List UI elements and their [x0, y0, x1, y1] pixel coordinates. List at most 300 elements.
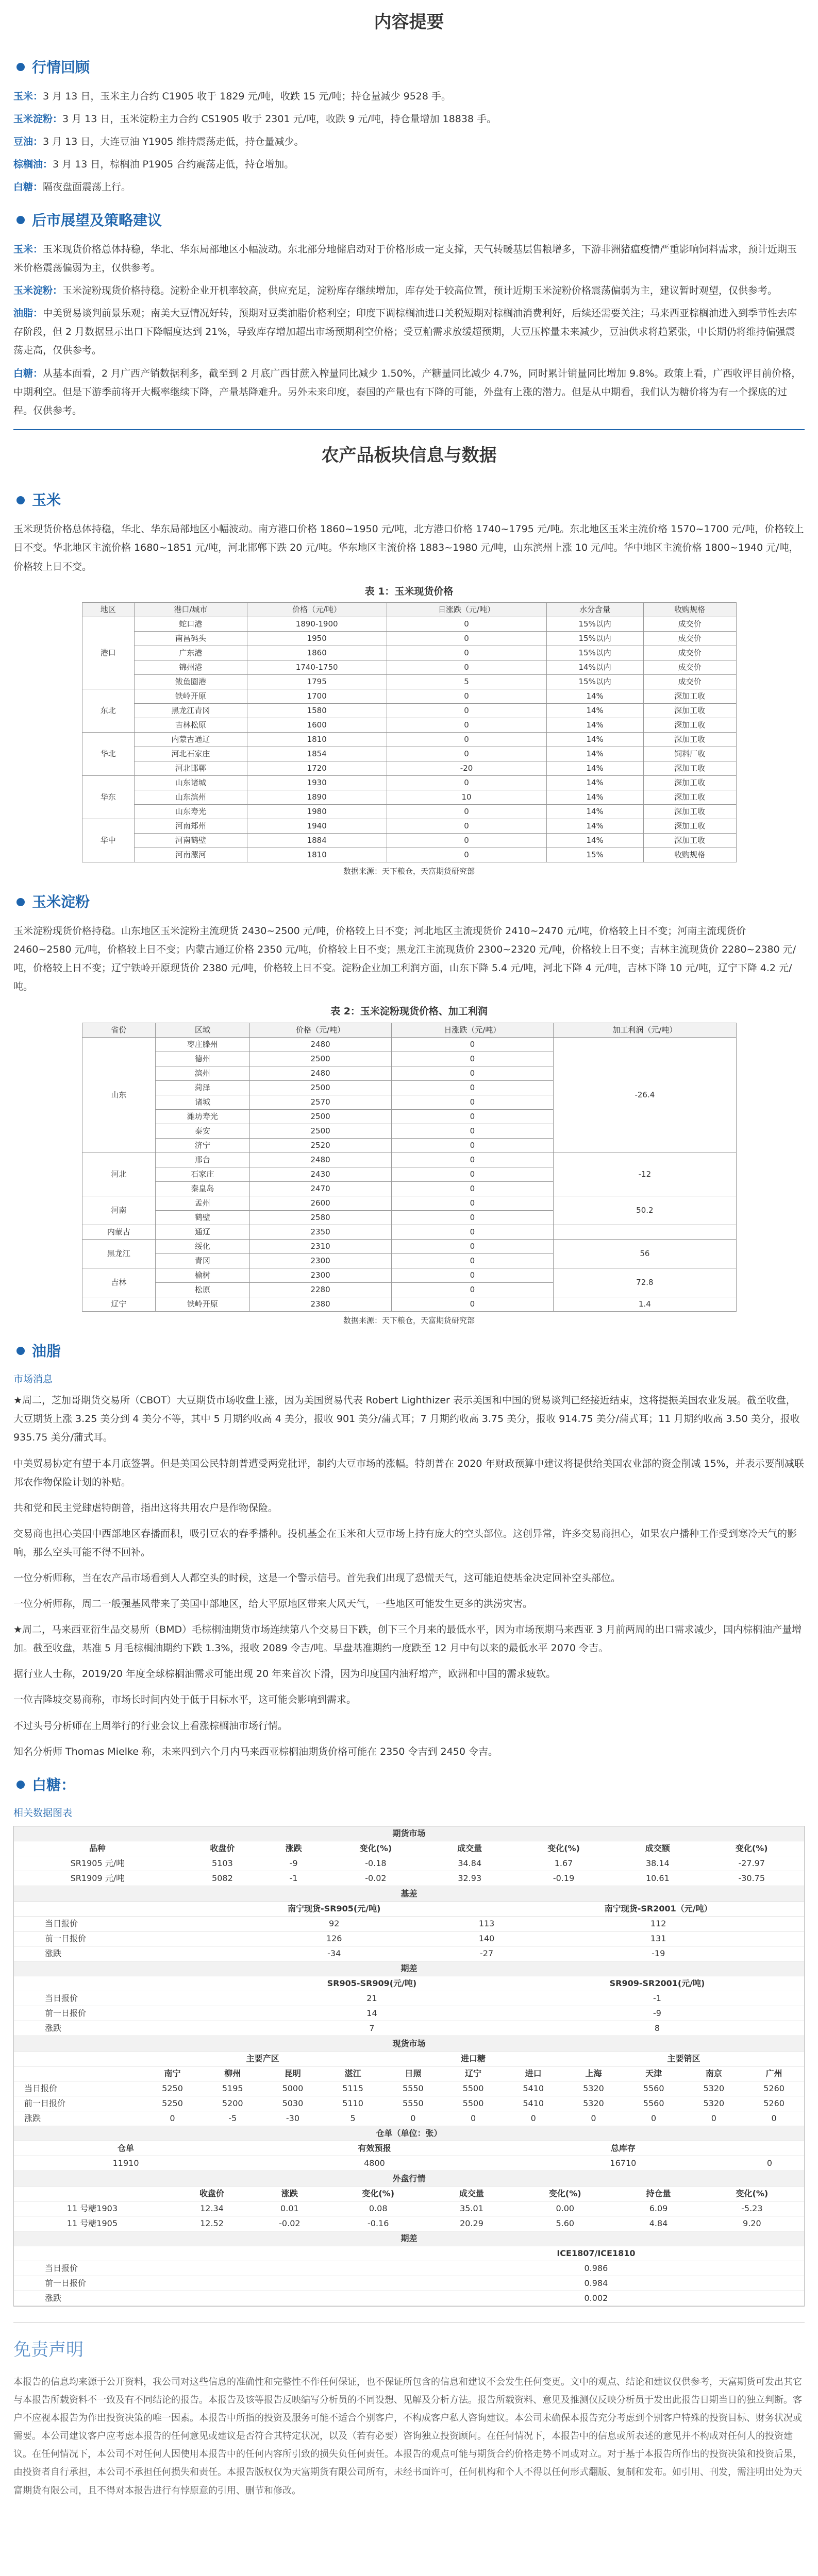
oils-paragraph: 一位吉隆坡交易商称，市场长时间内处于低于目标水平，这可能会影响到需求。 — [13, 1694, 357, 1706]
bullet-dot-icon — [16, 1347, 25, 1355]
spot-row-label: 前一日报价 — [14, 2096, 142, 2111]
spot-cell: 5560 — [624, 2096, 684, 2111]
futures-cell: 5103 — [181, 1856, 264, 1871]
outlook-item — [13, 240, 805, 277]
corn-col-header: 收购规格 — [643, 602, 736, 617]
corn-cell: 14% — [546, 833, 643, 848]
corn-cell: 内蒙古通辽 — [135, 732, 247, 747]
foreign-cell: 12.52 — [171, 2216, 253, 2231]
corn-cell: 河南鹤壁 — [135, 833, 247, 848]
starch-cell: 泰安 — [156, 1124, 249, 1138]
basis-header: 基差 — [14, 1886, 804, 1901]
corn-cell: 14% — [546, 689, 643, 703]
starch-cell: 2310 — [249, 1239, 391, 1253]
starch-col-header: 日涨跌（元/吨） — [391, 1023, 554, 1037]
corn-region-cell: 华中 — [82, 819, 135, 862]
corn-cell: 成交价 — [643, 631, 736, 646]
review-item-label: 玉米： — [13, 90, 43, 102]
foreign-cell: 5.60 — [513, 2216, 617, 2231]
starch-province-cell: 内蒙古 — [82, 1225, 156, 1239]
corn-cell: 15% — [546, 848, 643, 862]
corn-cell: 饲料厂收 — [643, 747, 736, 761]
corn-cell: 1810 — [247, 848, 387, 862]
starch-cell: 0 — [391, 1138, 554, 1153]
futures-table — [14, 1826, 804, 1887]
spread-col2: SR909-SR2001(元/吨) — [510, 1976, 804, 1991]
corn-cell: 14% — [546, 747, 643, 761]
corn-cell: 0 — [387, 732, 546, 747]
table-row — [82, 833, 736, 848]
starch-cell: 孟州 — [156, 1196, 249, 1210]
corn-cell: 1580 — [247, 703, 387, 718]
basis-cell: 92 — [208, 1916, 461, 1931]
corn-cell: 5 — [387, 674, 546, 689]
table-row — [82, 703, 736, 718]
starch-cell: 2600 — [249, 1196, 391, 1210]
spot-cell: 5320 — [684, 2081, 744, 2096]
corn-cell: 14% — [546, 804, 643, 819]
outlook-item-text: 中美贸易谈判前景乐观；南美大豆情况好转，预期对豆类油脂价格利空；印度下调棕榈油进口关税短期对棕榈油消费利好，后续还需要关注；马来西亚棕榈油进入到季节性去库存阶段，但 2 月数据显示出口下降幅度达到 21%，导致库存增加超出市场预期利空价格；受豆粕需求放缓超预期，大豆压榨量未来减少，豆油供求将趋紧张，中长期仍将维持偏强震荡走高，仅供参考。 — [13, 308, 797, 357]
ratio-row-label: 涨跌 — [14, 2291, 388, 2306]
spot-row-label: 当日报价 — [14, 2081, 142, 2096]
starch-cell: 2300 — [249, 1268, 391, 1282]
basis-cell: 112 — [512, 1916, 804, 1931]
starch-province-cell: 河北 — [82, 1153, 156, 1196]
foreign-cell: 0.00 — [513, 2201, 617, 2216]
spot-cell: 5250 — [142, 2096, 203, 2111]
futures-cell: -0.02 — [323, 1871, 428, 1886]
bullet-dot-icon — [16, 216, 25, 224]
spot-corner-cell — [14, 2066, 142, 2081]
ratio-row-label: 前一日报价 — [14, 2276, 388, 2291]
market-news-label: 市场消息 — [13, 1373, 53, 1385]
foreign-cell: 35.01 — [430, 2201, 513, 2216]
foreign-header-row — [14, 2186, 804, 2201]
futures-col-header: 品种 — [14, 1841, 181, 1856]
corn-region-cell: 华东 — [82, 775, 135, 819]
table-row — [82, 790, 736, 804]
futures-col-header: 变化(%) — [511, 1841, 616, 1856]
starch-table-wrap — [82, 1003, 737, 1327]
warehouse-col2: 有效预报 — [238, 2141, 511, 2156]
spread-row-label: 涨跌 — [14, 2021, 233, 2036]
futures-cell: -1 — [264, 1871, 323, 1886]
corn-cell: 鲅鱼圈港 — [135, 674, 247, 689]
spot-table — [14, 2036, 804, 2126]
oils-paragraph: 一位分析师称，周二一般强基风带来了美国中部地区，给大平原地区带来大风天气，一些地区可能发生更多的洪涝灾害。 — [13, 1598, 533, 1610]
foreign-table — [14, 2171, 804, 2231]
table-row — [14, 2276, 804, 2291]
bullet-dot-icon — [16, 63, 25, 71]
starch-cell: 0 — [391, 1196, 554, 1210]
corn-cell: 1930 — [247, 775, 387, 790]
basis-row-label: 涨跌 — [14, 1946, 208, 1961]
table-row — [82, 761, 736, 775]
starch-cell: 2580 — [249, 1210, 391, 1225]
spot-cell: 0 — [684, 2111, 744, 2126]
basis-cell: -34 — [208, 1946, 461, 1961]
spread-row-label: 前一日报价 — [14, 2006, 233, 2021]
foreign-cell: 0.01 — [253, 2201, 326, 2216]
spot-cell: 5500 — [443, 2096, 504, 2111]
starch-cell: 0 — [391, 1282, 554, 1297]
starch-cell: 0 — [391, 1181, 554, 1196]
corn-region-cell: 港口 — [82, 617, 135, 689]
spot-cell: 0 — [443, 2111, 504, 2126]
corn-region-cell: 东北 — [82, 689, 135, 732]
corn-cell: 14% — [546, 718, 643, 732]
corn-cell: 10 — [387, 790, 546, 804]
review-item — [13, 155, 805, 174]
corn-heading — [16, 487, 805, 513]
starch-col-header: 省份 — [82, 1023, 156, 1037]
ratio-col: ICE1807/ICE1810 — [388, 2246, 804, 2261]
starch-cell: 2430 — [249, 1167, 391, 1181]
corn-cell: 15%以内 — [546, 617, 643, 631]
basis-cell: 131 — [512, 1931, 804, 1946]
corn-cell: 深加工收 — [643, 703, 736, 718]
table-row — [14, 1991, 804, 2006]
outlook-item — [13, 281, 805, 300]
table-row — [82, 631, 736, 646]
spread-cell: 14 — [233, 2006, 510, 2021]
review-item-label: 白糖： — [13, 181, 43, 193]
starch-cell: 0 — [391, 1037, 554, 1052]
oils-paragraph: ★周二，芝加哥期货交易所（CBOT）大豆期货市场收盘上涨，因为美国贸易代表 Robert Lighthizer 表示美国和中国的贸易谈判已经接近结束，这将提振美国农业发展。截至收盘，大豆期货上涨 3.25 美分到 4 美分不等，其中 5 月期约收高 4 美分，报收 901 美分/蒲式耳；7 月期约收高 3.75 美分，报收 914.75 美分/蒲式耳；11 月期约收高 3.50 美分，报收 935.75 美分/蒲式耳。 — [13, 1395, 800, 1444]
starch-cell: 青冈 — [156, 1253, 249, 1268]
basis-col1: 南宁现货-SR905(元/吨) — [208, 1901, 461, 1916]
corn-cell: 锦州港 — [135, 660, 247, 674]
corn-cell: 14% — [546, 703, 643, 718]
futures-cell: 32.93 — [428, 1871, 511, 1886]
ratio-table — [14, 2231, 804, 2307]
basis-row-label: 前一日报价 — [14, 1931, 208, 1946]
warehouse-header: 仓单（单位：张） — [14, 2126, 804, 2141]
review-item-text: 3 月 13 日，玉米主力合约 C1905 收于 1829 元/吨，收跌 15 元/吨；持仓量减少 9528 手。 — [43, 90, 452, 102]
foreign-cell: 0.08 — [326, 2201, 430, 2216]
spot-cell: 0 — [503, 2111, 563, 2126]
spot-city-header: 进口 — [503, 2066, 563, 2081]
corn-cell: 1795 — [247, 674, 387, 689]
table-row — [14, 2096, 804, 2111]
sugar-heading-text: 白糖： — [32, 1776, 76, 1793]
spot-cell: 5260 — [744, 2081, 804, 2096]
futures-col-header: 变化(%) — [699, 1841, 805, 1856]
spot-cell: 5260 — [744, 2096, 804, 2111]
disclaimer-title: 免责声明 — [13, 2340, 84, 2361]
sugar-heading — [16, 1772, 805, 1798]
starch-cell: 枣庄滕州 — [156, 1037, 249, 1052]
spot-cell: 5320 — [684, 2096, 744, 2111]
table-row — [14, 1856, 804, 1871]
corn-cell: 黑龙江青冈 — [135, 703, 247, 718]
oils-paragraphs — [13, 1391, 805, 1761]
table-row — [14, 1871, 804, 1886]
basis-cell: 140 — [461, 1931, 513, 1946]
foreign-col-header — [14, 2186, 171, 2201]
corn-cell: 15%以内 — [546, 674, 643, 689]
starch-cell: 0 — [391, 1297, 554, 1311]
table-row — [82, 718, 736, 732]
corn-cell: 14% — [546, 819, 643, 833]
basis-cell: -27 — [461, 1946, 513, 1961]
corn-cell: 深加工收 — [643, 833, 736, 848]
market-review-heading — [16, 55, 805, 80]
spot-city-header: 南宁 — [142, 2066, 203, 2081]
starch-cell: 济宁 — [156, 1138, 249, 1153]
starch-heading — [16, 889, 805, 914]
corn-cell: 深加工收 — [643, 804, 736, 819]
corn-cell: 成交价 — [643, 660, 736, 674]
starch-table-title: 表 2：玉米淀粉现货价格、加工利润 — [330, 1006, 488, 1018]
starch-cell: 秦皇岛 — [156, 1181, 249, 1196]
spot-cell: -30 — [263, 2111, 323, 2126]
foreign-col-header: 变化(%) — [513, 2186, 617, 2201]
table-row — [14, 1916, 804, 1931]
spread-cell: 7 — [233, 2021, 510, 2036]
futures-header-row — [14, 1841, 804, 1856]
starch-cell: 松原 — [156, 1282, 249, 1297]
outlook-item-text: 从基本面看，2 月广西产销数据利多，截至到 2 月底广西甘蔗入榨量同比减少 1.50%，产糖量同比减少 4.7%，同时累计销量同比增加 9.8%。政策上看，广西收评目前价格，中期利空。但是下游季前将开大概率继续下降，产量基降难升。另外未来印度，泰国的产量也有下降的可能，外盘有上涨的潜力。但是从中期看，我们认为糖价将为有一个探底的过程。仅供参考。 — [13, 367, 802, 416]
foreign-col-header: 持仓量 — [617, 2186, 699, 2201]
corn-cell: 河北邯郸 — [135, 761, 247, 775]
starch-cell: 2480 — [249, 1037, 391, 1052]
corn-cell: 成交价 — [643, 617, 736, 631]
starch-cell: 0 — [391, 1239, 554, 1253]
spread-header: 期差 — [14, 1961, 804, 1976]
spot-city-header: 湛江 — [323, 2066, 383, 2081]
spot-city-header: 昆明 — [263, 2066, 323, 2081]
spot-cell: 5110 — [323, 2096, 383, 2111]
starch-cell: 0 — [391, 1124, 554, 1138]
corn-cell: 15%以内 — [546, 631, 643, 646]
corn-cell: 0 — [387, 689, 546, 703]
starch-cell: 0 — [391, 1066, 554, 1080]
spot-header: 现货市场 — [14, 2036, 804, 2051]
spot-cell: 5320 — [563, 2081, 624, 2096]
corn-cell: 成交价 — [643, 646, 736, 660]
outlook-item — [13, 304, 805, 360]
starch-cell: 绥化 — [156, 1239, 249, 1253]
corn-col-header: 日涨跌（元/吨） — [387, 602, 546, 617]
outlook-item-label: 白糖： — [13, 367, 43, 379]
futures-cell: 5082 — [181, 1871, 264, 1886]
corn-cell: 铁岭开原 — [135, 689, 247, 703]
spot-city-header: 辽宁 — [443, 2066, 504, 2081]
table-row — [82, 732, 736, 747]
oils-paragraph: 据行业人士称，2019/20 年度全球棕榈油需求可能出现 20 年来首次下滑，因为印度国内油籽增产，欧洲和中国的需求疲软。 — [13, 1668, 556, 1680]
spread-col1: SR905-SR909(元/吨) — [233, 1976, 510, 1991]
futures-cell: -0.18 — [323, 1856, 428, 1871]
spread-table — [14, 1961, 804, 2037]
corn-cell: 1860 — [247, 646, 387, 660]
corn-heading-text: 玉米 — [32, 492, 61, 509]
review-item-label: 玉米淀粉： — [13, 113, 63, 125]
spot-group-producing: 主要产区 — [142, 2051, 383, 2066]
oils-paragraph: 共和党和民主党肆虐特朗普，指出这将共用农户是作物保险。 — [13, 1502, 278, 1514]
table-row — [82, 775, 736, 790]
review-item — [13, 178, 805, 196]
starch-price-table — [82, 1023, 737, 1312]
review-item — [13, 110, 805, 128]
foreign-col-header: 成交量 — [430, 2186, 513, 2201]
table-row — [82, 1239, 736, 1253]
corn-cell: 深加工收 — [643, 819, 736, 833]
spread-cell: 21 — [233, 1991, 510, 2006]
ratio-cell: 0.984 — [388, 2276, 804, 2291]
corn-cell: 1884 — [247, 833, 387, 848]
summary-title: 内容提要 — [374, 12, 444, 32]
table-row — [82, 1153, 736, 1167]
foreign-cell: -5.23 — [700, 2201, 804, 2216]
sugar-data-panel — [13, 1826, 805, 2307]
starch-heading-text: 玉米淀粉 — [32, 893, 90, 911]
corn-cell: 河南郑州 — [135, 819, 247, 833]
corn-cell: 山东诸城 — [135, 775, 247, 790]
corn-cell: 南昌码头 — [135, 631, 247, 646]
corn-cell: 成交价 — [643, 674, 736, 689]
table-row — [82, 1268, 736, 1282]
corn-cell: 0 — [387, 848, 546, 862]
corn-cell: 河北石家庄 — [135, 747, 247, 761]
spot-cell: 5000 — [263, 2081, 323, 2096]
spot-row-label: 涨跌 — [14, 2111, 142, 2126]
table-row — [14, 2111, 804, 2126]
corn-cell: 0 — [387, 718, 546, 732]
starch-cell: 2520 — [249, 1138, 391, 1153]
table-row — [14, 2261, 804, 2276]
corn-col-header: 水分含量 — [546, 602, 643, 617]
review-item-text: 隔夜盘面震荡上行。 — [43, 181, 131, 193]
spot-group-selling: 主要销区 — [563, 2051, 804, 2066]
market-review-list — [13, 87, 805, 196]
spot-cell: 0 — [142, 2111, 203, 2126]
starch-profit-cell: 56 — [554, 1239, 736, 1268]
corn-cell: 1810 — [247, 732, 387, 747]
starch-col-header: 加工利润（元/吨） — [554, 1023, 736, 1037]
corn-cell: 0 — [387, 819, 546, 833]
spot-city-row — [14, 2066, 804, 2081]
review-item-label: 豆油： — [13, 135, 43, 147]
starch-cell: 榆树 — [156, 1268, 249, 1282]
table-row — [82, 617, 736, 631]
starch-cell: 石家庄 — [156, 1167, 249, 1181]
futures-cell: 10.61 — [616, 1871, 699, 1886]
foreign-cell: 11 号糖1905 — [14, 2216, 171, 2231]
bullet-dot-icon — [16, 898, 25, 906]
warehouse-col3: 总库存 — [511, 2141, 735, 2156]
starch-cell: 邢台 — [156, 1153, 249, 1167]
spread-cell: 8 — [510, 2021, 804, 2036]
outlook-item-text: 玉米淀粉现货价格持稳。淀粉企业开机率较高，供应充足，淀粉库存继续增加，库存处于较高位置，预计近期玉米淀粉价格震荡偏弱为主，建议暂时观望，仅供参考。 — [62, 285, 778, 297]
starch-cell: 0 — [391, 1268, 554, 1282]
corn-cell: 14%以内 — [546, 660, 643, 674]
outlook-item — [13, 364, 805, 420]
corn-table-wrap — [82, 583, 737, 878]
corn-cell: 深加工收 — [643, 718, 736, 732]
ratio-header: 期差 — [14, 2231, 804, 2246]
starch-cell: 0 — [391, 1109, 554, 1124]
starch-paragraph: 玉米淀粉现货价格持稳。山东地区玉米淀粉主流现货 2430~2500 元/吨，价格较上日不变；河北地区主流现货价 2410~2470 元/吨，价格较上日不变；河南主流现货价 2460~2580 元/吨，价格较上日不变；内蒙古通辽价格 2350 元/吨，价格较上日不变；黑龙江主流现货价 2300~2320 元/吨，价格较上日不变；吉林主流现货价 2280~2380 元/吨，价格较上日不变；辽宁铁岭开原现货价 2380 元/吨，价格较上日不变。淀粉企业加工利润方面，山东下降 5.4 元/吨，河北下降 4 元/吨，吉林下降 10 元/吨，辽宁下降 4.2 元/吨。 — [13, 925, 796, 993]
oils-paragraph: 中美贸易协定有望于本月底签署。但是美国公民特朗普遭受两党批评，制约大豆市场的涨幅。特朗普在 2020 年财政预算中建议将提供给美国农业部的资金削减 15%，并表示要削减联邦农作物保险计划的补贴。 — [13, 1458, 804, 1488]
corn-cell: 1890-1900 — [247, 617, 387, 631]
corn-cell: 15%以内 — [546, 646, 643, 660]
starch-cell: 2470 — [249, 1181, 391, 1196]
corn-cell: 0 — [387, 775, 546, 790]
spot-cell: 5500 — [443, 2081, 504, 2096]
foreign-cell: 4.84 — [617, 2216, 699, 2231]
spot-cell: 0 — [744, 2111, 804, 2126]
table-row — [82, 660, 736, 674]
oils-paragraph: 不过头号分析师在上周举行的行业会议上看涨棕榈油市场行情。 — [13, 1720, 288, 1732]
spread-cell: -1 — [510, 1991, 804, 2006]
starch-province-cell: 黑龙江 — [82, 1239, 156, 1268]
outlook-item-label: 玉米淀粉： — [13, 285, 63, 297]
spot-city-header: 上海 — [563, 2066, 624, 2081]
starch-cell: 2500 — [249, 1052, 391, 1066]
starch-cell: 2280 — [249, 1282, 391, 1297]
table-row — [82, 1225, 736, 1239]
corn-cell: 山东滨州 — [135, 790, 247, 804]
foreign-col-header: 收盘价 — [171, 2186, 253, 2201]
futures-header: 期货市场 — [14, 1826, 804, 1841]
futures-col-header: 涨跌 — [264, 1841, 323, 1856]
spot-city-header: 南京 — [684, 2066, 744, 2081]
table-row — [82, 689, 736, 703]
spot-cell: -5 — [203, 2111, 263, 2126]
starch-cell: 2480 — [249, 1066, 391, 1080]
oils-paragraph: 一位分析师称，当在农产品市场看到人人都空头的时候，这是一个警示信号。首先我们出现了恐慌天气，这可能迫使基金决定回补空头部位。 — [13, 1572, 621, 1584]
corn-cell: 1740-1750 — [247, 660, 387, 674]
table-row — [14, 2216, 804, 2231]
spot-cell: 5195 — [203, 2081, 263, 2096]
corn-cell: 1600 — [247, 718, 387, 732]
bullet-dot-icon — [16, 1781, 25, 1789]
review-item-text: 3 月 13 日，玉米淀粉主力合约 CS1905 收于 2301 元/吨，收跌 9 元/吨，持仓量增加 18838 手。 — [62, 113, 497, 125]
warehouse-value: 11910 — [14, 2156, 238, 2171]
futures-col-header: 变化(%) — [323, 1841, 428, 1856]
spot-cell: 5410 — [503, 2096, 563, 2111]
starch-province-cell: 吉林 — [82, 1268, 156, 1297]
spot-cell: 5320 — [563, 2096, 624, 2111]
table-row — [82, 1297, 736, 1311]
table-row — [14, 2201, 804, 2216]
review-item-text: 3 月 13 日，棕榈油 P1905 合约震荡走低，持仓增加。 — [53, 158, 294, 170]
outlook-heading-text: 后市展望及策略建议 — [32, 211, 162, 229]
table-row — [82, 747, 736, 761]
starch-province-cell: 河南 — [82, 1196, 156, 1225]
starch-cell: 2500 — [249, 1124, 391, 1138]
spot-cell: 5250 — [142, 2081, 203, 2096]
starch-cell: 2380 — [249, 1297, 391, 1311]
foreign-col-header: 涨跌 — [253, 2186, 326, 2201]
review-item — [13, 87, 805, 106]
corn-cell: 深加工收 — [643, 689, 736, 703]
outlook-item-label: 玉米： — [13, 243, 43, 255]
corn-cell: 1854 — [247, 747, 387, 761]
starch-cell: 潍坊寿光 — [156, 1109, 249, 1124]
table-row — [82, 848, 736, 862]
futures-cell: SR1909 元/吨 — [14, 1871, 181, 1886]
corn-cell: 深加工收 — [643, 775, 736, 790]
corn-cell: 0 — [387, 660, 546, 674]
table-row — [82, 819, 736, 833]
review-item-label: 棕榈油： — [13, 158, 53, 170]
table-row — [14, 2021, 804, 2036]
foreign-cell: -0.02 — [253, 2216, 326, 2231]
bullet-dot-icon — [16, 496, 25, 504]
spot-city-header: 广州 — [744, 2066, 804, 2081]
